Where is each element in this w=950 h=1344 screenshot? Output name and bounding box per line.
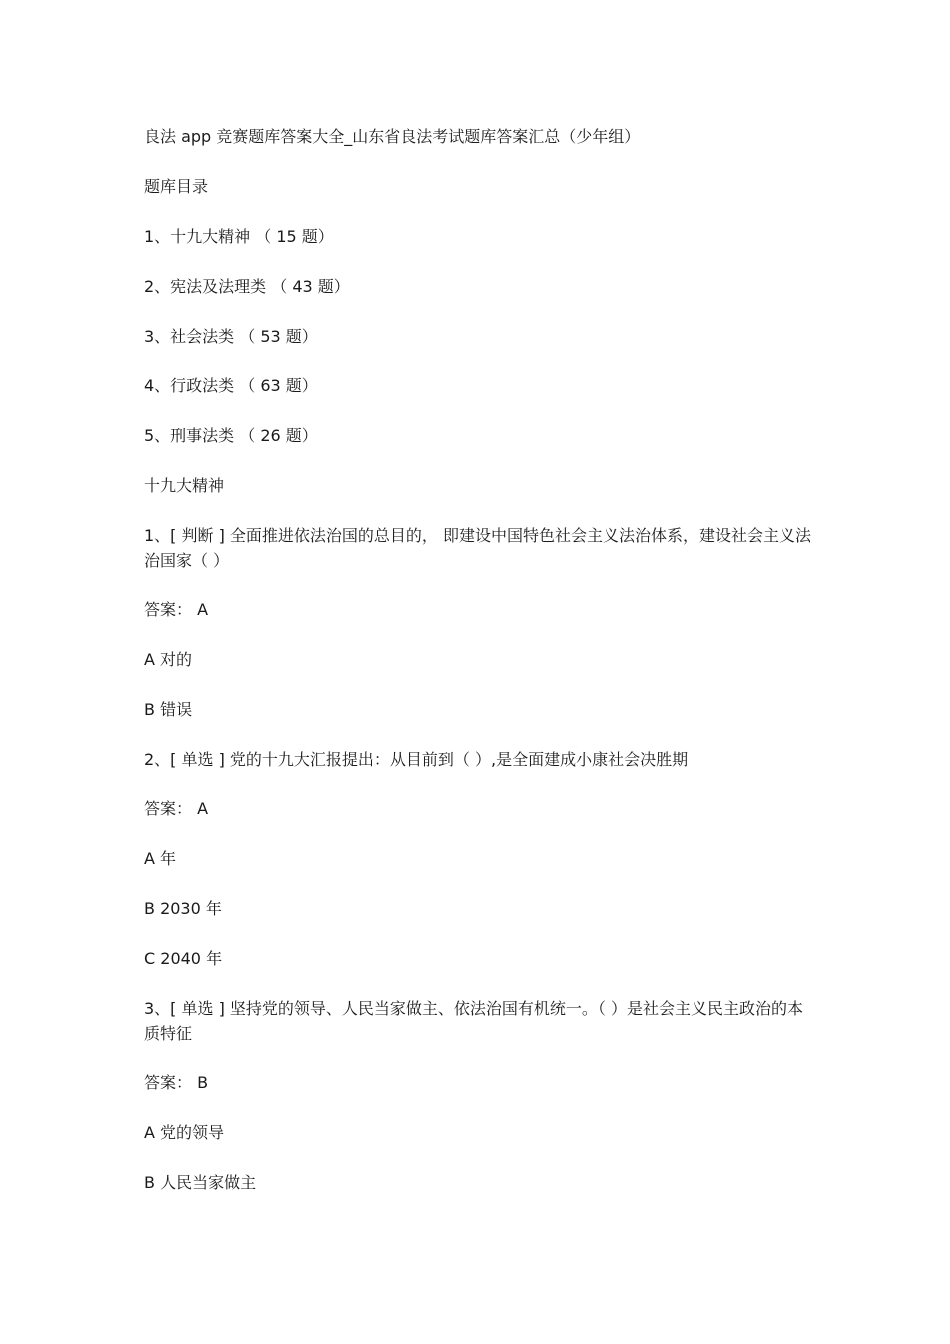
document-title: 良法 app 竞赛题库答案大全_山东省良法考试题库答案汇总（少年组） bbox=[144, 127, 641, 146]
question-option: B 人民当家做主 bbox=[144, 1173, 257, 1192]
toc-item: 1、十九大精神 （ 15 题） bbox=[144, 227, 334, 246]
question-option: B 错误 bbox=[144, 700, 193, 719]
question-answer: 答案： B bbox=[144, 1073, 209, 1092]
question-option: A 年 bbox=[144, 849, 177, 868]
question-option: A 党的领导 bbox=[144, 1123, 225, 1142]
section-heading: 十九大精神 bbox=[144, 476, 225, 495]
question-option: A 对的 bbox=[144, 650, 193, 669]
question-answer: 答案： A bbox=[144, 600, 209, 619]
toc-item: 5、刑事法类 （ 26 题） bbox=[144, 426, 318, 445]
question-text: 1、[ 判断 ] 全面推进依法治国的总目的， 即建设中国特色社会主义法治体系，建设社会主义法治国家（ ） bbox=[144, 526, 812, 570]
question-option: C 2040 年 bbox=[144, 949, 223, 968]
question-answer: 答案： A bbox=[144, 799, 209, 818]
toc-item: 4、行政法类 （ 63 题） bbox=[144, 376, 318, 395]
question-text: 2、[ 单选 ] 党的十九大汇报提出：从目前到（ ）,是全面建成小康社会决胜期 bbox=[144, 750, 689, 769]
toc-heading: 题库目录 bbox=[144, 177, 209, 196]
question-option: B 2030 年 bbox=[144, 899, 222, 918]
question-text: 3、[ 单选 ] 坚持党的领导、人民当家做主、依法治国有机统一。（ ）是社会主义民主政治的本质特征 bbox=[144, 999, 804, 1043]
toc-item: 2、宪法及法理类 （ 43 题） bbox=[144, 277, 350, 296]
toc-item: 3、社会法类 （ 53 题） bbox=[144, 327, 318, 346]
